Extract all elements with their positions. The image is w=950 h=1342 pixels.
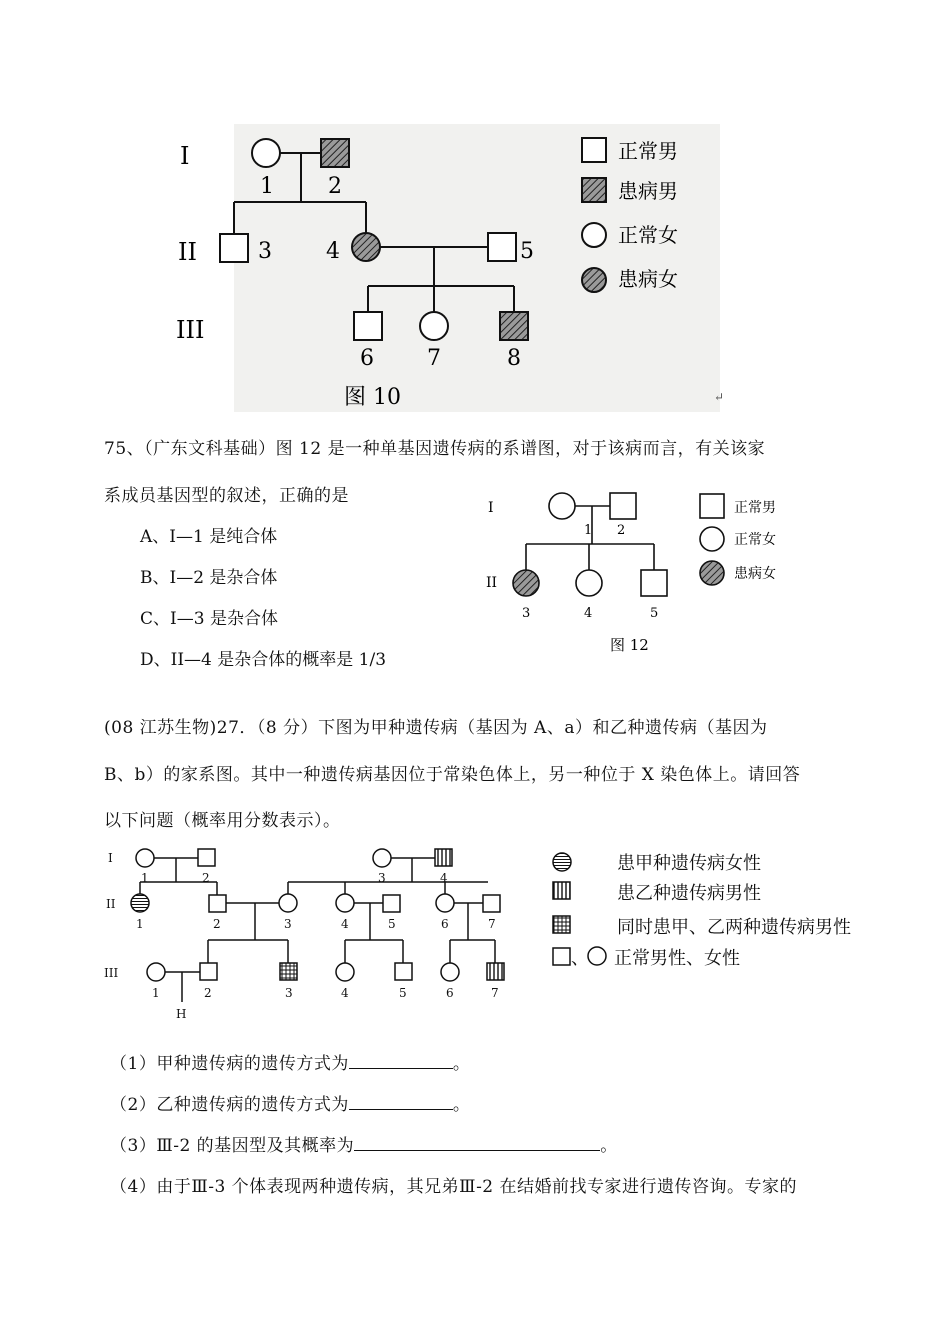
- gen-label-II: II: [486, 575, 498, 591]
- male-normal-II-3: [220, 234, 248, 262]
- q27-sub-1-text: （1）甲种遗传病的遗传方式为: [110, 1054, 349, 1074]
- legend-female-affected: 患病女: [734, 566, 776, 582]
- member-label: 6: [360, 346, 374, 371]
- member-label: 3: [284, 917, 292, 931]
- member-label: 6: [441, 917, 449, 931]
- gen-label-I: I: [108, 851, 113, 865]
- male-normal-II-5: [488, 233, 516, 261]
- male-normal-III-5: [395, 963, 412, 980]
- q27-line-3: 以下问题（概率用分数表示）。: [104, 811, 341, 831]
- legend-both-male-icon: [553, 916, 570, 933]
- member-label: 4: [326, 239, 340, 264]
- q27-sub-2-text: （2）乙种遗传病的遗传方式为: [110, 1095, 349, 1115]
- member-label: 7: [427, 346, 441, 371]
- male-affected-III-8: [500, 312, 528, 340]
- member-label: 1: [136, 917, 144, 931]
- legend-female-normal: 正常女: [618, 223, 678, 247]
- figure-12-caption: 图 12: [610, 636, 649, 654]
- q27-sub-4-text: （4）由于Ⅲ-3 个体表现两种遗传病，其兄弟Ⅲ-2 在结婚前找专家进行遗传咨询。专家的: [110, 1177, 798, 1197]
- female-normal-I-1: [252, 139, 280, 167]
- q27-sub-3: [110, 1131, 618, 1156]
- female-normal-II-6: [436, 894, 454, 912]
- gen-label-I: I: [180, 142, 190, 170]
- q27-sub-3-text: （3）Ⅲ-2 的基因型及其概率为: [110, 1136, 355, 1156]
- gen-label-III: III: [104, 966, 119, 980]
- female-affected-jia-II-1: [131, 894, 149, 912]
- legend-jia-female-icon: [553, 853, 571, 871]
- q75-option-d: D、II—4 是杂合体的概率是 1/3: [140, 650, 387, 670]
- q75-option-a: A、I—1 是纯合体: [140, 527, 278, 547]
- male-normal-III-6: [354, 312, 382, 340]
- q75-option-c: C、I—3 是杂合体: [140, 609, 278, 629]
- legend-female-affected-icon: [700, 561, 724, 585]
- member-label: 5: [520, 239, 534, 264]
- q27-sub-1: [110, 1049, 470, 1074]
- member-label: 4: [440, 871, 448, 885]
- female-normal-I-1: [136, 849, 154, 867]
- legend-female-affected-icon: [582, 268, 606, 292]
- female-affected-II-3: [513, 570, 539, 596]
- member-label: 5: [388, 917, 396, 931]
- male-affected-yi-I-4: [435, 849, 452, 866]
- legend-normal-female-icon: [588, 947, 606, 965]
- legend-yi-male: 患乙种遗传病男性: [617, 883, 761, 904]
- member-label: 5: [399, 986, 407, 1000]
- member-label: 1: [141, 871, 149, 885]
- female-affected-II-4: [352, 233, 380, 261]
- male-normal-II-5: [383, 895, 400, 912]
- female-normal-II-4: [576, 570, 602, 596]
- q75-line-1: 75、（广东文科基础）图 12 是一种单基因遗传病的系谱图，对于该病而言，有关该家: [104, 439, 766, 459]
- return-mark: ↵: [714, 390, 725, 404]
- female-normal-II-4: [336, 894, 354, 912]
- female-normal-III-1: [147, 963, 165, 981]
- female-normal-III-6: [441, 963, 459, 981]
- q27-line-2: B、b）的家系图。其中一种遗传病基因位于常染色体上，另一种位于 X 染色体上。请回答: [104, 765, 801, 785]
- q27-sub-4: [110, 1172, 797, 1197]
- member-label: 6: [446, 986, 454, 1000]
- q27-sub-1-end: 。: [452, 1054, 471, 1074]
- member-label: 2: [617, 523, 626, 538]
- member-label: 4: [341, 986, 349, 1000]
- legend-separator: 、: [571, 948, 589, 969]
- q75-line-2: 系成员基因型的叙述，正确的是: [104, 486, 349, 506]
- female-normal-I-1: [549, 493, 575, 519]
- member-label: 1: [152, 986, 160, 1000]
- male-normal-I-2: [610, 493, 636, 519]
- figure-10-caption: 图 10: [344, 385, 401, 410]
- q27-sub-2-end: 。: [452, 1095, 471, 1115]
- legend-normal-male-icon: [553, 948, 570, 965]
- male-normal-I-2: [198, 849, 215, 866]
- member-label: 2: [204, 986, 212, 1000]
- legend-both-male: 同时患甲、乙两种遗传病男性: [617, 917, 851, 938]
- gen-label-III: III: [176, 316, 205, 344]
- member-label: 2: [202, 871, 210, 885]
- legend-female-normal: 正常女: [734, 532, 776, 548]
- offspring-h-label: H: [176, 1007, 187, 1021]
- legend-yi-male-icon: [553, 882, 570, 899]
- member-label: 4: [341, 917, 349, 931]
- male-normal-II-2: [209, 895, 226, 912]
- answer-blank-3[interactable]: [354, 1133, 600, 1151]
- male-affected-I-2: [321, 139, 349, 167]
- member-label: 5: [650, 606, 659, 621]
- male-normal-II-5: [641, 570, 667, 596]
- member-label: 1: [260, 174, 274, 199]
- legend-male-normal: 正常男: [734, 500, 776, 516]
- member-label: 4: [584, 606, 593, 621]
- legend-male-affected-icon: [582, 178, 606, 202]
- member-label: 3: [522, 606, 531, 621]
- legend-female-normal-icon: [700, 527, 724, 551]
- female-normal-II-3: [279, 894, 297, 912]
- male-affected-yi-III-7: [487, 963, 504, 980]
- gen-label-II: II: [178, 238, 197, 266]
- gen-label-II: II: [106, 897, 116, 911]
- male-affected-both-III-3: [280, 963, 297, 980]
- member-label: 7: [488, 917, 496, 931]
- legend-female-affected: 患病女: [618, 267, 678, 291]
- q27-sub-2: [110, 1090, 470, 1115]
- member-label: 3: [378, 871, 386, 885]
- figure-q27-pedigree: [100, 840, 880, 1030]
- member-label: 1: [584, 523, 593, 538]
- gen-label-I: I: [488, 500, 494, 516]
- q27-sub-3-end: 。: [600, 1136, 618, 1156]
- legend-female-normal-icon: [582, 223, 606, 247]
- answer-blank-1[interactable]: [349, 1051, 453, 1069]
- member-label: 2: [328, 174, 342, 199]
- answer-blank-2[interactable]: [349, 1092, 453, 1110]
- female-normal-III-4: [336, 963, 354, 981]
- legend-male-normal-icon: [582, 138, 606, 162]
- member-label: 2: [213, 917, 221, 931]
- member-label: 3: [258, 239, 272, 264]
- legend-male-affected: 患病男: [618, 179, 678, 203]
- member-label: 7: [491, 986, 499, 1000]
- member-label: 8: [507, 346, 521, 371]
- male-normal-III-2: [200, 963, 217, 980]
- q75-option-b: B、I—2 是杂合体: [140, 568, 278, 588]
- male-normal-II-7: [483, 895, 500, 912]
- female-normal-I-3: [373, 849, 391, 867]
- female-normal-III-7: [420, 312, 448, 340]
- figure-12-pedigree: [478, 484, 818, 660]
- legend-normal: 正常男性、女性: [614, 948, 740, 969]
- member-label: 3: [285, 986, 293, 1000]
- legend-jia-female: 患甲种遗传病女性: [617, 853, 761, 874]
- figure-10-pedigree: [168, 120, 720, 412]
- legend-male-normal: 正常男: [618, 139, 678, 163]
- q27-line-1: (08 江苏生物)27．（8 分）下图为甲种遗传病（基因为 A、a）和乙种遗传病（基因为: [104, 718, 768, 738]
- legend-male-normal-icon: [700, 494, 724, 518]
